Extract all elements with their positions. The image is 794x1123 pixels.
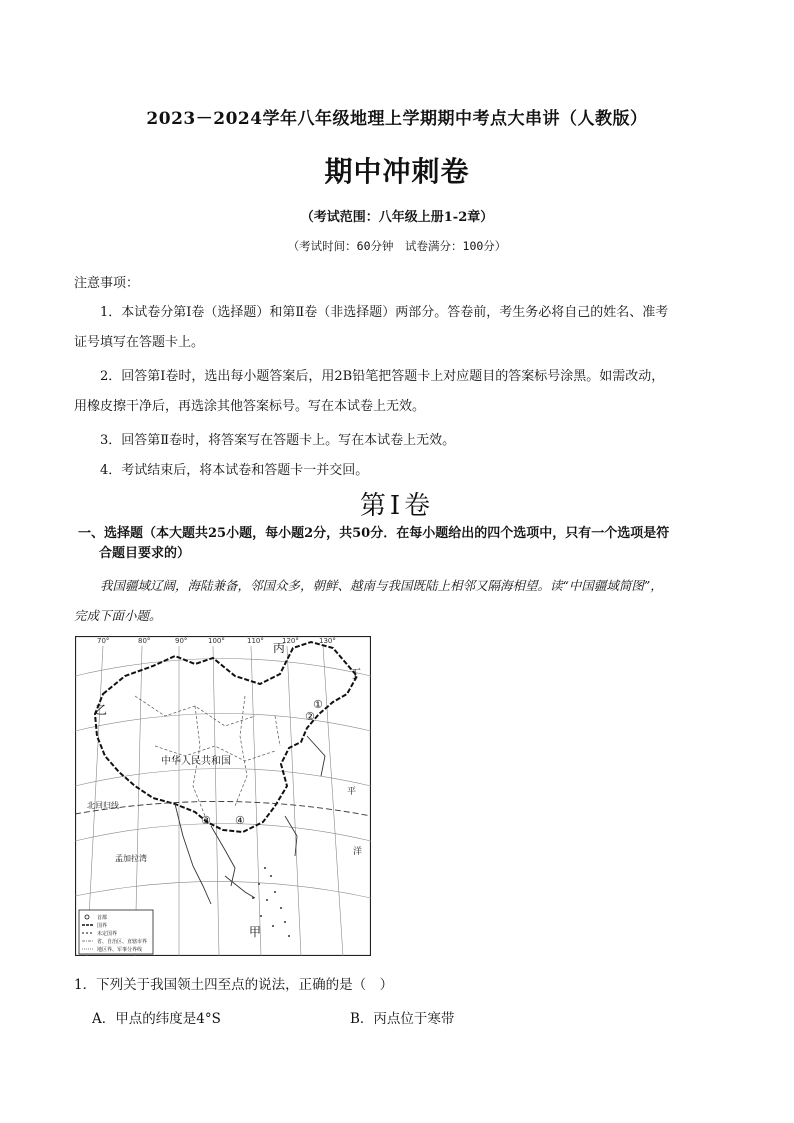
longitude-label: 100° — [208, 637, 225, 645]
notice-line: 2．回答第Ⅰ卷时，选出每小题答案后，用2B铅笔把答题卡上对应题目的答案标号涂黑。如需改动， — [100, 369, 665, 384]
longitude-label: 110° — [247, 637, 264, 645]
exam-time-and-score: （考试时间：60分钟 试卷满分：100分） — [287, 239, 507, 253]
legend-item: 省、自治区、直辖市界 — [97, 939, 148, 945]
circled-number-2: ② — [305, 710, 315, 723]
question-1-option-a: A．甲点的纬度是4°S — [92, 1011, 221, 1027]
part-title: 第Ⅰ卷 — [359, 491, 435, 521]
notice-item-4 — [74, 456, 724, 486]
tropic-label: 北回归线 — [87, 801, 119, 810]
longitude-label: 130° — [319, 637, 336, 645]
point-label-yi: 乙 — [95, 703, 108, 717]
notice-item-3 — [74, 426, 724, 456]
exam-title: 期中冲刺卷 — [324, 155, 470, 188]
longitude-label: 90° — [175, 637, 188, 645]
longitude-label: 120° — [282, 637, 299, 645]
notice-item-2 — [74, 362, 724, 422]
legend-item: 首都 — [97, 915, 108, 921]
map-svg — [75, 636, 371, 956]
notice-line: 4．考试结束后，将本试卷和答题卡一并交回。 — [100, 463, 369, 478]
notice-line: 用橡皮擦干净后，再选涂其他答案标号。写在本试卷上无效。 — [74, 399, 426, 414]
intro-line: 完成下面小题。 — [74, 608, 162, 623]
china-territory-map — [75, 636, 371, 956]
circled-number-4: ④ — [235, 814, 245, 827]
circled-number-1: ① — [313, 698, 323, 711]
exam-series-title: 2023－2024学年八年级地理上学期期中考点大串讲（人教版） — [146, 109, 648, 129]
notice-line: 3．回答第Ⅱ卷时，将答案写在答题卡上。写在本试卷上无效。 — [100, 433, 456, 448]
legend-item: 国界 — [97, 923, 108, 929]
notice-line: 1．本试卷分第Ⅰ卷（选择题）和第Ⅱ卷（非选择题）两部分。答卷前，考生务必将自己的姓名、准考 — [100, 305, 669, 320]
point-label-ding: 丁 — [349, 667, 362, 681]
point-label-bing: 丙 — [273, 641, 286, 655]
section-heading-line: 一、选择题（本大题共25小题，每小题2分，共50分．在每小题给出的四个选项中，只有一个选项是符 — [78, 526, 670, 541]
legend-item: 未定国界 — [97, 931, 118, 937]
ocean-label: 平 — [347, 787, 357, 797]
notice-item-1 — [74, 298, 724, 358]
exam-scope: （考试范围：八年级上册1-2章） — [300, 210, 494, 225]
question-1-stem: 1．下列关于我国领土四至点的说法，正确的是（ ） — [74, 977, 394, 993]
legend-item: 地区界、军事分界线 — [97, 947, 143, 953]
map-frame — [76, 637, 371, 956]
question-1-option-b: B．丙点位于寒带 — [350, 1011, 455, 1027]
question-intro — [74, 571, 738, 631]
ocean-label: 洋 — [353, 847, 363, 857]
bay-label: 孟加拉湾 — [115, 854, 147, 863]
longitude-label: 80° — [138, 637, 151, 645]
section-heading-line: 合题目要求的） — [99, 546, 191, 561]
notice-line: 证号填写在答题卡上。 — [74, 335, 205, 350]
intro-line: 我国疆域辽阔，海陆兼备，邻国众多，朝鲜、越南与我国既陆上相邻又隔海相望。读“中国疆域简图”， — [100, 578, 663, 593]
section-heading — [78, 524, 738, 564]
longitude-label: 70° — [97, 637, 110, 645]
circled-number-3: ③ — [201, 814, 211, 827]
notice-heading: 注意事项： — [74, 276, 140, 291]
point-label-jia: 甲 — [249, 925, 262, 939]
country-label: 中华人民共和国 — [161, 756, 231, 767]
map-legend — [79, 910, 153, 954]
